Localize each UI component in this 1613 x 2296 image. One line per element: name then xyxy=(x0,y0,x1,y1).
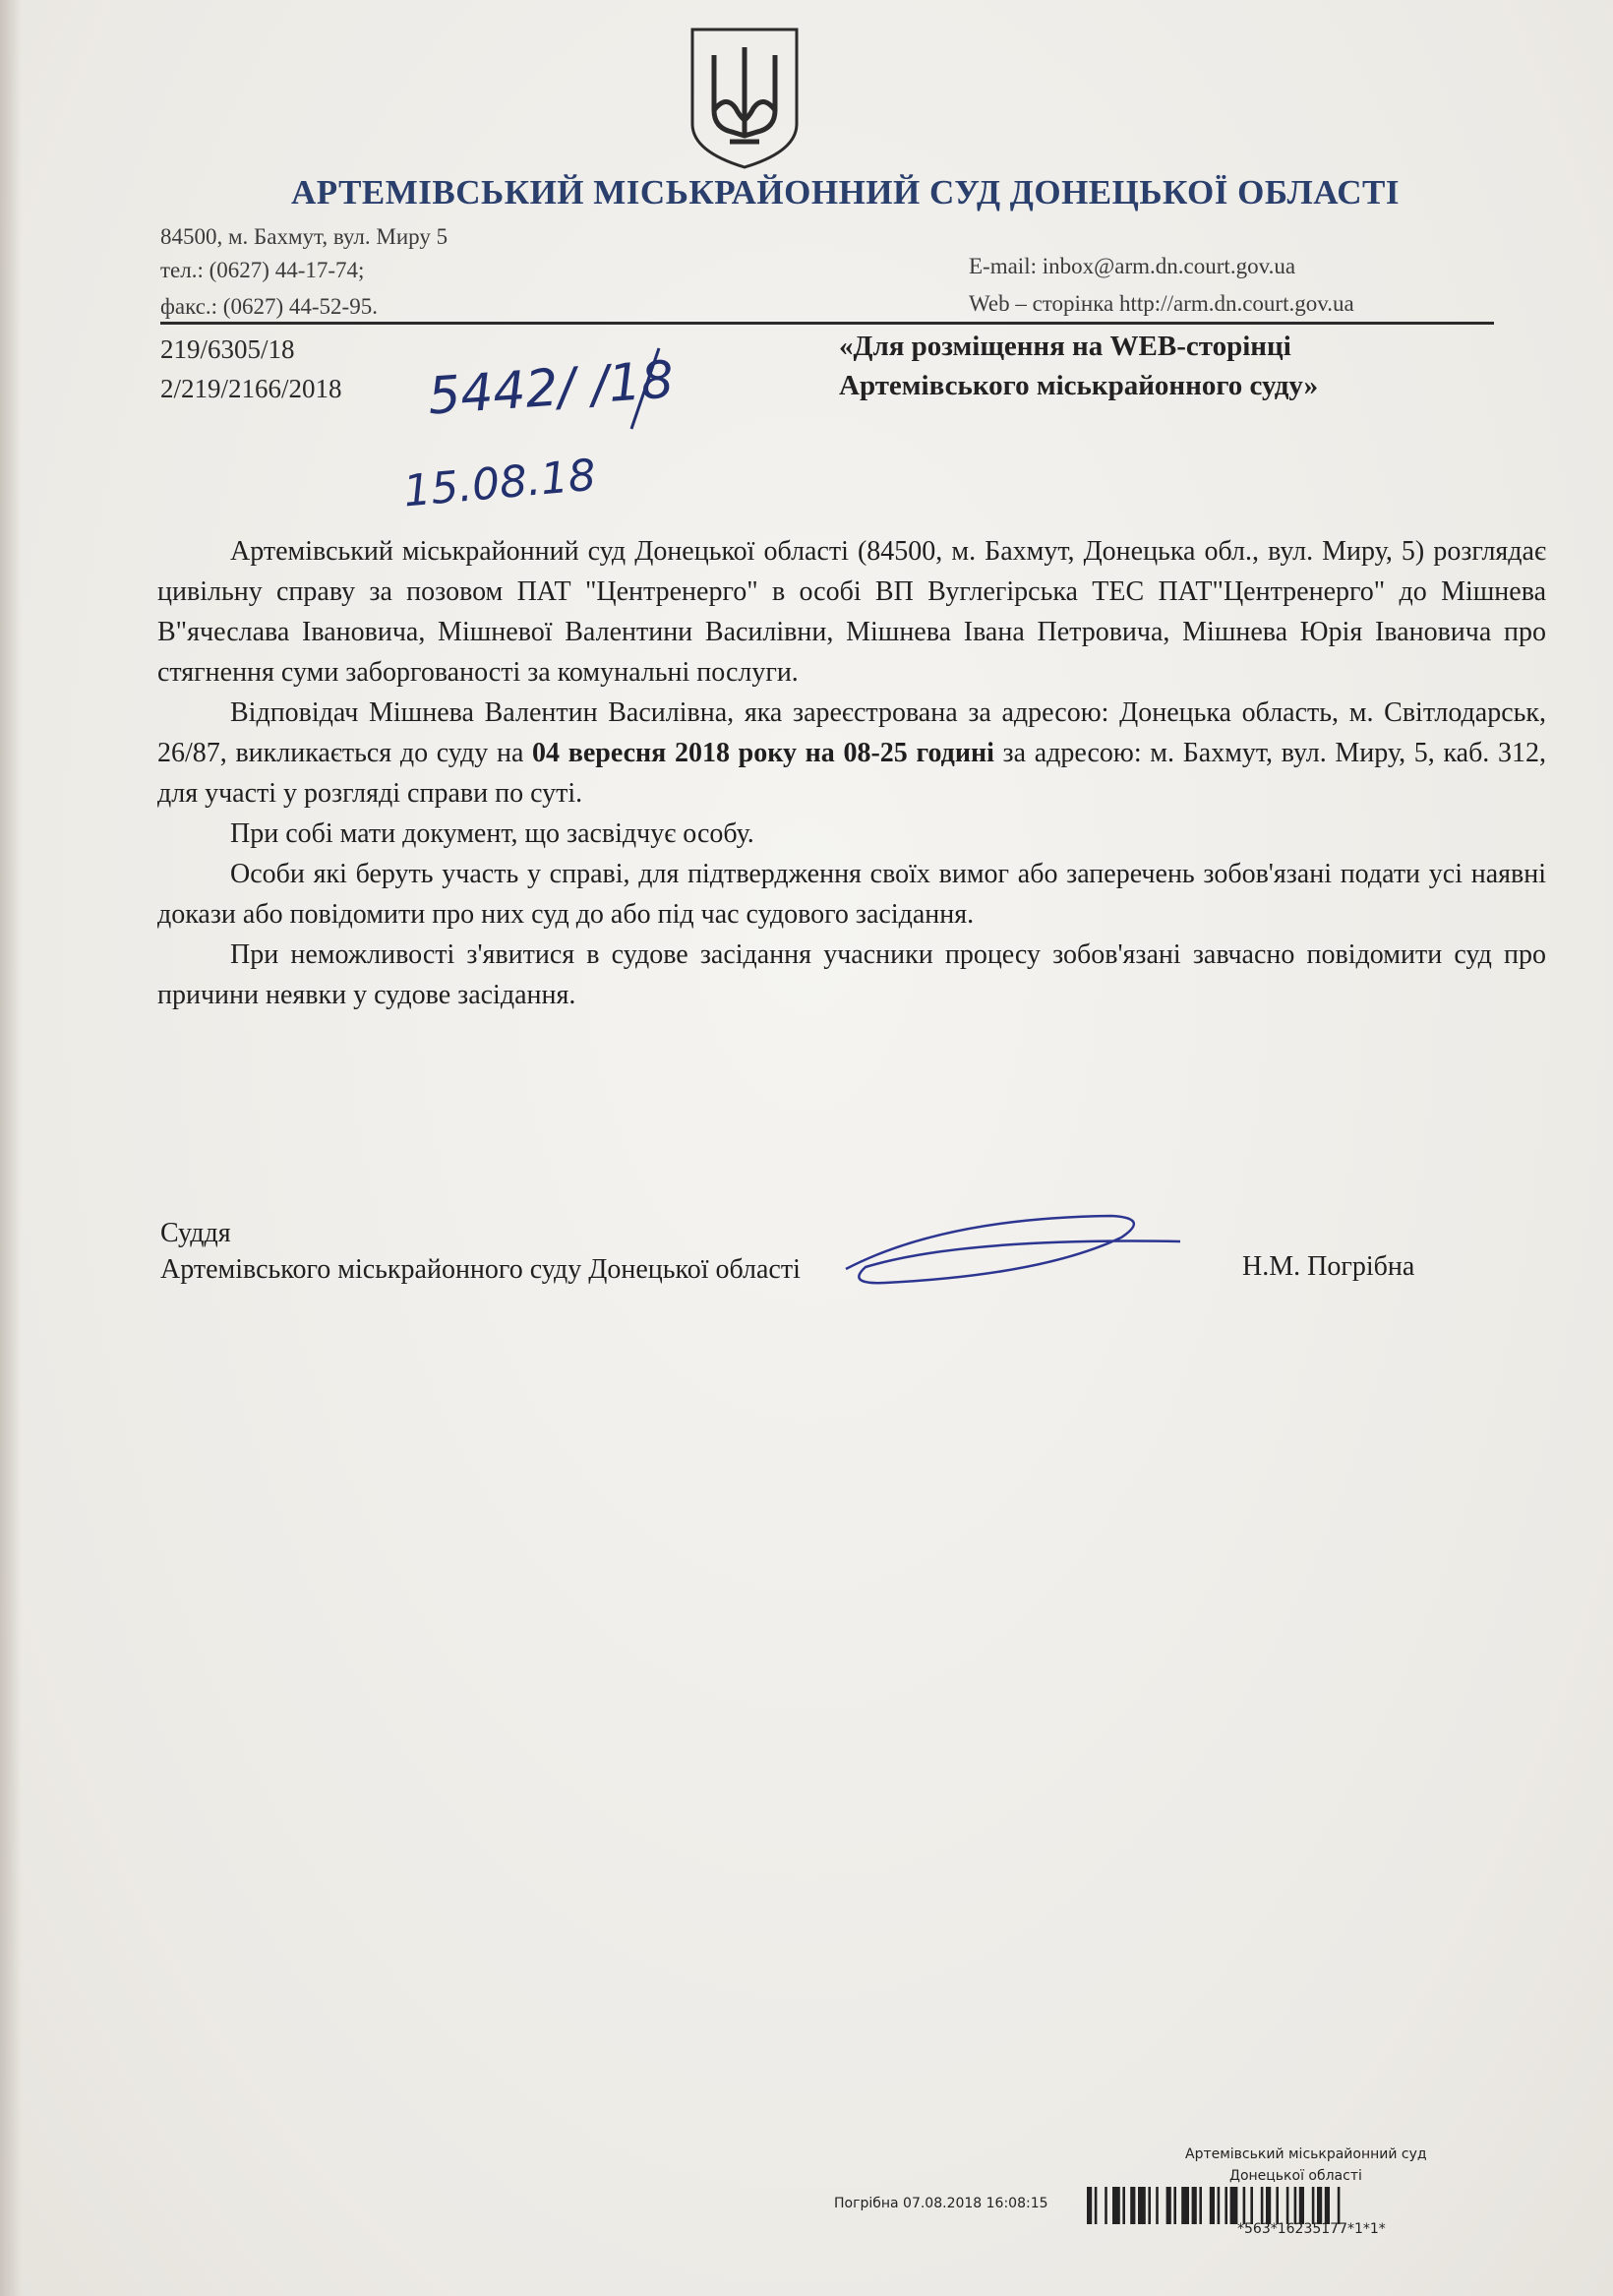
handwritten-signature-icon xyxy=(826,1198,1190,1297)
handwritten-slash-mark xyxy=(610,344,679,433)
court-name-heading: АРТЕМІВСЬКИЙ МІСЬКРАЙОННИЙ СУД ДОНЕЦЬКОЇ ОБЛАСТІ xyxy=(291,173,1400,211)
barcode-text: *563*16235177*1*1* xyxy=(1237,2221,1386,2237)
summons-text-start: Відповідач Мішнева Валентин Василівна, яка зареєстрована за адресою: Донецька область, м. Світлодарськ, 26/87, викликається до суду на xyxy=(157,697,1546,768)
paragraph-id-document: При собі мати документ, що засвідчує особу. xyxy=(230,818,754,849)
court-website: Web – сторінка http://arm.dn.court.gov.ua xyxy=(969,291,1354,316)
document-body xyxy=(157,531,1546,1015)
case-reference-1: 219/6305/18 xyxy=(160,334,295,364)
web-publication-note-line2: Артемівського міськрайонного суду» xyxy=(839,370,1319,401)
signature-title: Суддя xyxy=(160,1218,231,1248)
court-phone: тел.: (0627) 44-17-74; xyxy=(160,258,365,282)
paragraph-evidence: Особи які беруть участь у справі, для підтвердження своїх вимог або заперечень зобов'язані подати усі наявні докази або повідомити про них суд до або під час судового засідання. xyxy=(157,859,1546,930)
stamp-court-line1: Артемівський міськрайонний суд xyxy=(1185,2146,1427,2162)
stamp-court-line2: Донецької області xyxy=(1229,2168,1362,2184)
web-publication-note-line1: «Для розміщення на WEB-сторінці xyxy=(839,331,1291,362)
court-address: 84500, м. Бахмут, вул. Миру 5 xyxy=(160,224,448,249)
paragraph-summons xyxy=(157,693,1546,814)
stamp-timestamp: Погрібна 07.08.2018 16:08:15 xyxy=(834,2196,1048,2211)
paragraph-absence-notice: При неможливості з'явитися в судове засідання учасники процесу зобов'язані завчасно повідомити суд про причини неявки у судове засідання. xyxy=(157,939,1546,1010)
page-edge-shadow xyxy=(0,0,22,2296)
judge-name: Н.М. Погрібна xyxy=(1242,1251,1415,1282)
signature-court-line: Артемівського міськрайонного суду Донецької області xyxy=(160,1254,801,1285)
header-divider xyxy=(160,322,1494,325)
hearing-date-time: 04 вересня 2018 року на 08-25 годині xyxy=(532,738,994,768)
summons-text-end: за адресою: м. Бахмут, вул. Миру, 5, каб. 312, для участі у розгляді справи по суті. xyxy=(157,738,1546,809)
handwritten-registration-number: 5442/ /18 xyxy=(426,350,676,427)
handwritten-date: 15.08.18 xyxy=(401,450,598,517)
barcode-icon xyxy=(1087,2187,1559,2224)
paragraph-case-description: Артемівський міськрайонний суд Донецької області (84500, м. Бахмут, Донецька обл., вул. Миру, 5) розглядає цивільну справу за позовом ПАТ "Центренерго" в особі ВП Вуглегірська ТЕС ПАТ"Центренерго" до Мішнева В"ячеслава Івановича, Мішневої Валентини Василівни, Мішнева Івана Петровича, Мішнева Юрія Івановича про стягнення суми заборгованості за комунальні послуги. xyxy=(157,536,1546,688)
court-fax: факс.: (0627) 44-52-95. xyxy=(160,294,378,319)
case-reference-2: 2/219/2166/2018 xyxy=(160,374,342,403)
coat-of-arms-icon xyxy=(687,26,803,171)
court-email: E-mail: inbox@arm.dn.court.gov.ua xyxy=(969,254,1296,278)
